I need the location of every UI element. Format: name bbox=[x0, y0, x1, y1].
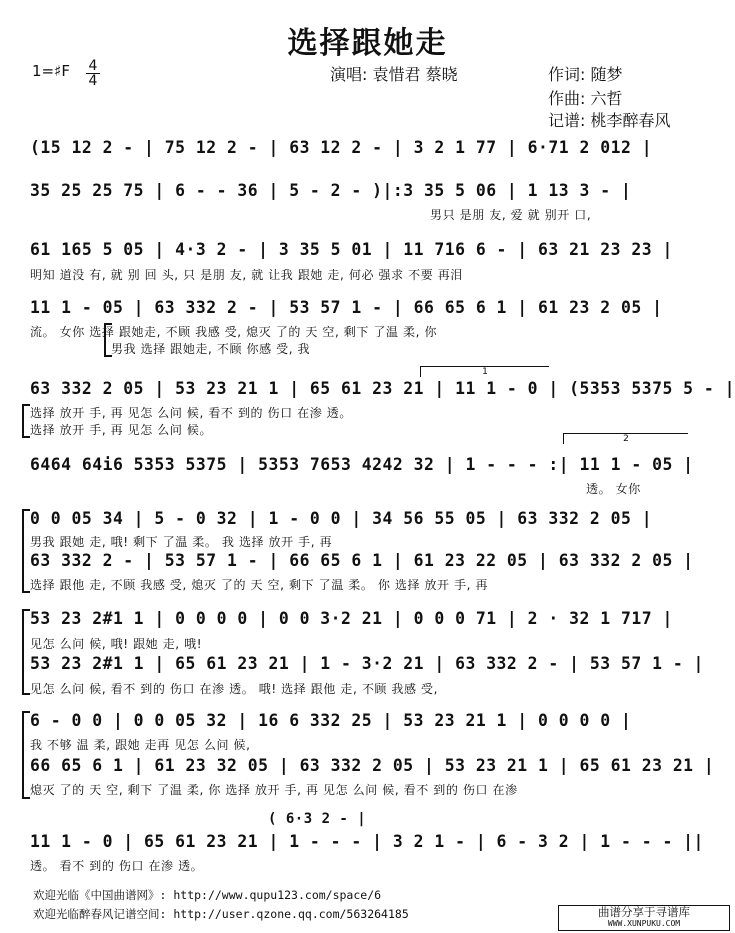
lyric-line-9-lower: 熄灭 了的 天 空, 剩下 了温 柔, 你 选择 放开 手, 再 见怎 么问 候, 看不 到的 伤口 在渗 bbox=[30, 783, 518, 797]
key-signature: 1=♯F bbox=[32, 62, 70, 80]
transcriber: 记谱: 桃李醉春风 bbox=[548, 111, 671, 130]
score-line-10: 11 1 - 0 | 65 61 23 21 | 1 - - - | 3 2 1 - | 6 - 3 2 | 1 - - - || bbox=[30, 832, 704, 851]
score-line-9-lower: 66 65 6 1 | 61 23 32 05 | 63 332 2 05 | 53 23 21 1 | 65 61 23 21 | bbox=[30, 756, 715, 775]
volta-bracket-2 bbox=[563, 433, 688, 444]
stamp-title: 曲谱分享于寻谱库 bbox=[598, 905, 690, 919]
score-line-3: 61 165 5 05 | 4·3 2 - | 3 35 5 01 | 11 716 6 - | 63 21 23 23 | bbox=[30, 240, 673, 259]
watermark-stamp bbox=[558, 905, 730, 931]
score-line-9-upper: 6 - 0 0 | 0 0 05 32 | 16 6 332 25 | 53 23 21 1 | 0 0 0 0 | bbox=[30, 711, 632, 730]
score-line-7-lower: 63 332 2 - | 53 57 1 - | 66 65 6 1 | 61 23 22 05 | 63 332 2 05 | bbox=[30, 551, 694, 570]
score-line-4: 11 1 - 05 | 63 332 2 - | 53 57 1 - | 66 65 6 1 | 61 23 2 05 | bbox=[30, 298, 663, 317]
score-line-7-upper: 0 0 05 34 | 5 - 0 32 | 1 - 0 0 | 34 56 55 05 | 63 332 2 05 | bbox=[30, 509, 653, 528]
verse-bracket bbox=[104, 323, 112, 357]
volta-bracket-1 bbox=[420, 366, 549, 377]
lyricist: 作词: 随梦 bbox=[548, 65, 623, 84]
lyric-line-5a: 选择 放开 手, 再 见怎 么问 候, 看不 到的 伤口 在渗 透。 bbox=[30, 406, 352, 420]
stamp-url: WWW.XUNPUKU.COM bbox=[607, 919, 681, 928]
verse-bracket bbox=[22, 404, 30, 438]
lyric-line-6: 透。 女你 bbox=[586, 482, 641, 496]
score-line-1: (15 12 2 - | 75 12 2 - | 63 12 2 - | 3 2 1 77 | 6·71 2 012 | bbox=[30, 138, 653, 157]
singers: 演唱: 袁惜君 蔡晓 bbox=[330, 65, 458, 84]
lyric-line-9-upper: 我 不够 温 柔, 跟她 走再 见怎 么问 候, bbox=[30, 738, 251, 752]
time-signature bbox=[86, 60, 100, 87]
time-signature-bottom: 4 bbox=[88, 73, 98, 89]
score-line-8-upper: 53 23 2#1 1 | 0 0 0 0 | 0 0 3·2 21 | 0 0 0 71 | 2 · 32 1 717 | bbox=[30, 609, 673, 628]
system-bracket bbox=[22, 509, 30, 593]
lyric-line-7-lower: 选择 跟他 走, 不顾 我感 受, 熄灭 了的 天 空, 剩下 了温 柔。 你 选择 放开 手, 再 bbox=[30, 578, 489, 592]
volta-2-label: 2 bbox=[623, 434, 629, 444]
score-line-8-lower: 53 23 2#1 1 | 65 61 23 21 | 1 - 3·2 21 | 63 332 2 - | 53 57 1 - | bbox=[30, 654, 704, 673]
lyric-line-10: 透。 看不 到的 伤口 在渗 透。 bbox=[30, 859, 204, 873]
song-title: 选择跟她走 bbox=[287, 26, 448, 61]
score-line-5: 63 332 2 05 | 53 23 21 1 | 65 61 23 21 | 11 1 - 0 | (5353 5375 5 - | bbox=[30, 379, 735, 398]
composer: 作曲: 六哲 bbox=[548, 89, 623, 108]
score-line-10-upper: ( 6·3 2 - | bbox=[268, 811, 367, 827]
lyric-line-5b: 选择 放开 手, 再 见怎 么问 候。 bbox=[30, 423, 213, 437]
lyric-line-4a: 流。 女你 选择 跟她走, 不顾 我感 受, 熄灭 了的 天 空, 剩下 了温 柔, 你 bbox=[30, 325, 438, 339]
lyric-line-8-upper: 见怎 么问 候, 哦! 跟她 走, 哦! bbox=[30, 637, 203, 651]
system-bracket bbox=[22, 609, 30, 695]
lyric-line-2: 男只 是朋 友, 爱 就 别开 口, bbox=[430, 208, 592, 222]
volta-1-label: 1 bbox=[482, 367, 488, 377]
time-signature-top: 4 bbox=[88, 58, 98, 74]
lyric-line-4b: 男我 选择 跟她走, 不顾 你感 受, 我 bbox=[111, 342, 311, 356]
lyric-line-3: 明知 道没 有, 就 别 回 头, 只 是朋 友, 就 让我 跟她 走, 何必 强求 不要 再泪 bbox=[30, 268, 463, 282]
score-line-2: 35 25 25 75 | 6 - - 36 | 5 - 2 - )|:3 35 5 06 | 1 13 3 - | bbox=[30, 181, 632, 200]
system-bracket bbox=[22, 711, 30, 799]
score-line-6: 6464 64i6 5353 5375 | 5353 7653 4242 32 | 1 - - - :| 11 1 - 05 | bbox=[30, 455, 694, 474]
lyric-line-8-lower: 见怎 么问 候, 看不 到的 伤口 在渗 透。 哦! 选择 跟他 走, 不顾 我感 受, bbox=[30, 682, 439, 696]
footer-link-qupu[interactable]: 欢迎光临《中国曲谱网》: http://www.qupu123.com/space/6 bbox=[33, 888, 382, 902]
footer-link-qzone[interactable]: 欢迎光临醉春风记谱空间: http://user.qzone.qq.com/563264185 bbox=[33, 907, 409, 921]
lyric-line-7-upper: 男我 跟她 走, 哦! 剩下 了温 柔。 我 选择 放开 手, 再 bbox=[30, 535, 333, 549]
